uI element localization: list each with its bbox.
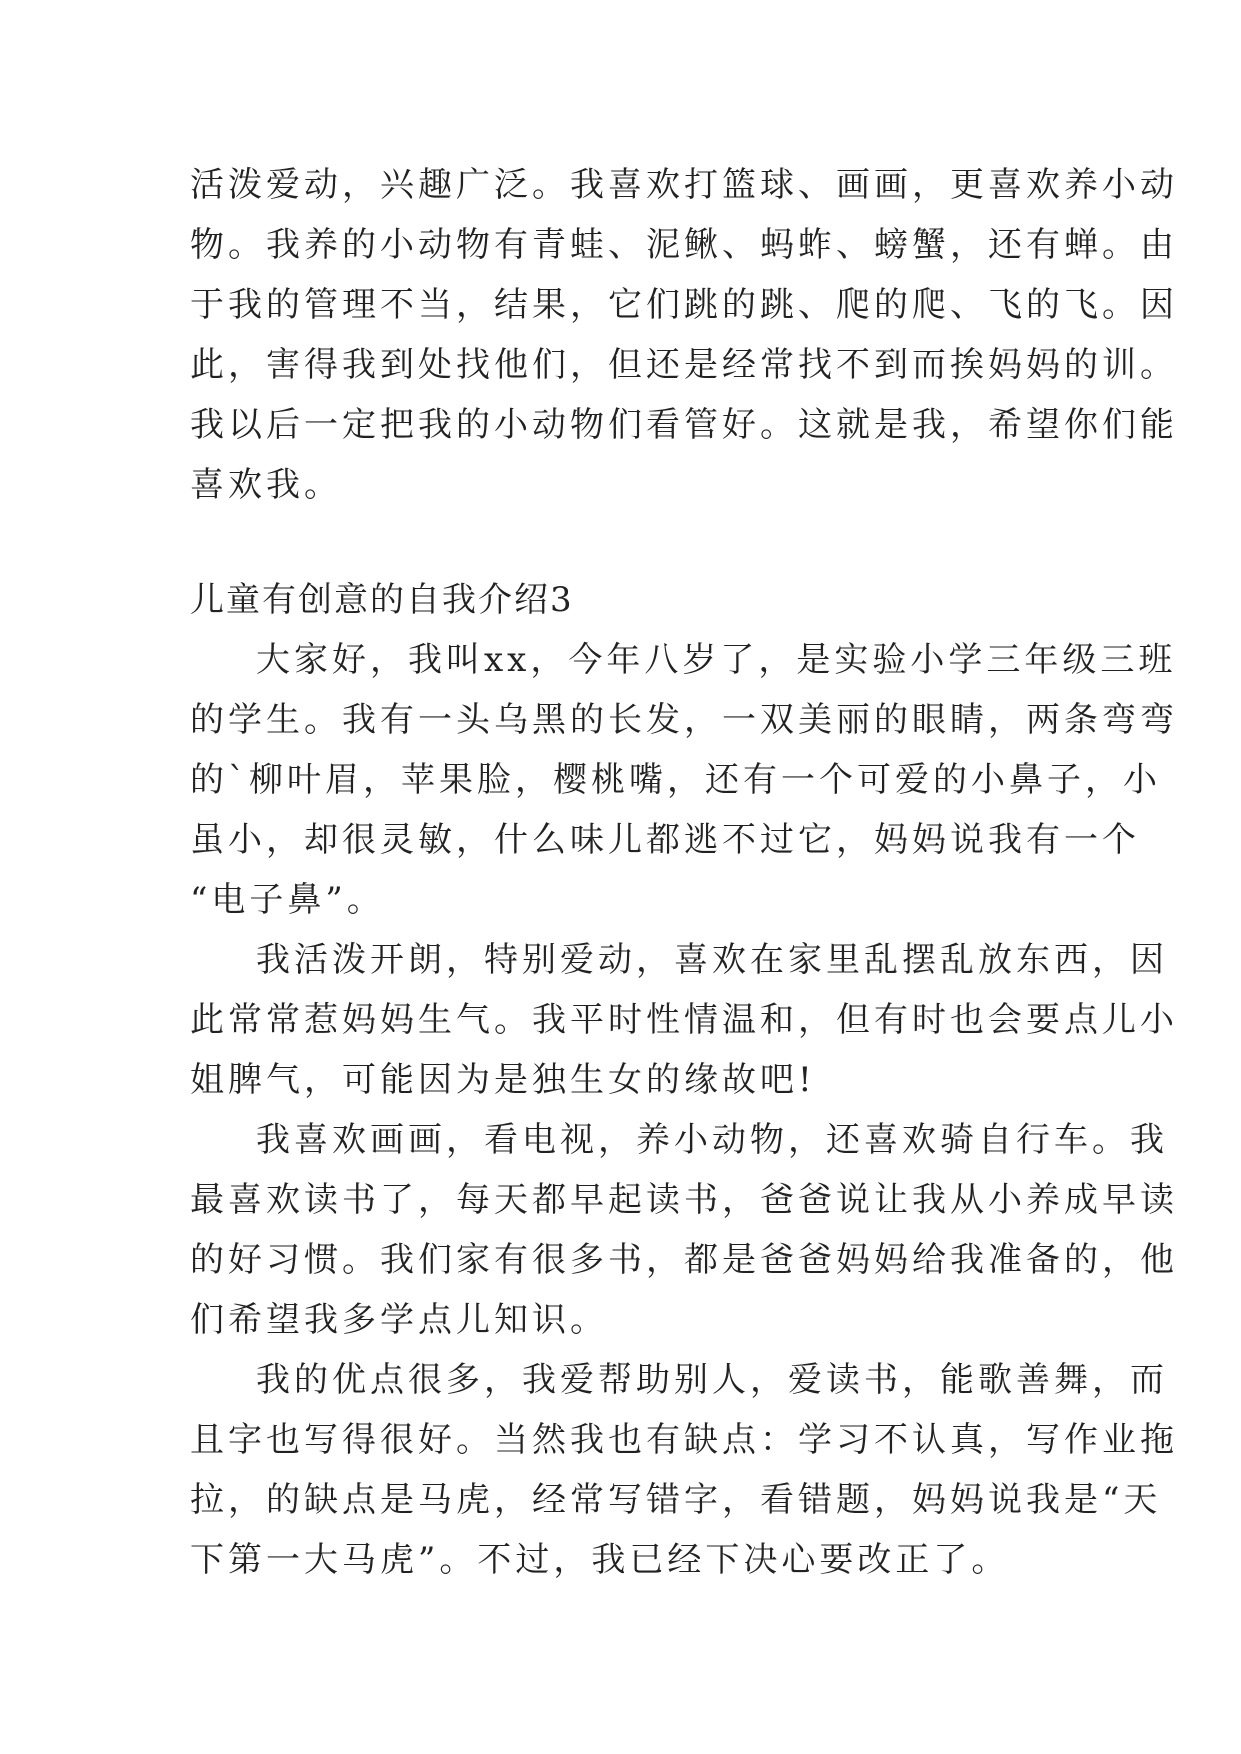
paragraph1-line-5: “电子鼻”。 [190, 880, 385, 920]
paragraph3-line-2: 最喜欢读书了，每天都早起读书，爸爸说让我从小养成早读 [190, 1180, 1178, 1220]
intro-line-6: 喜欢我。 [190, 465, 342, 505]
intro-line-5: 我以后一定把我的小动物们看管好。这就是我，希望你们能 [190, 405, 1178, 445]
paragraph1-line-4: 虽小，却很灵敏，什么味儿都逃不过它，妈妈说我有一个 [190, 820, 1140, 860]
paragraph2-line-3: 姐脾气，可能因为是独生女的缘故吧! [190, 1060, 816, 1100]
paragraph3-line-4: 们希望我多学点儿知识。 [190, 1300, 608, 1340]
intro-line-2: 物。我养的小动物有青蛙、泥鳅、蚂蚱、螃蟹，还有蝉。由 [190, 225, 1178, 265]
paragraph1-line-3: 的`柳叶眉，苹果脸，樱桃嘴，还有一个可爱的小鼻子，小 [190, 760, 1161, 800]
paragraph2-line-2: 此常常惹妈妈生气。我平时性情温和，但有时也会要点儿小 [190, 1000, 1178, 1040]
paragraph3-line-1: 我喜欢画画，看电视，养小动物，还喜欢骑自行车。我 [256, 1120, 1168, 1160]
paragraph3-line-3: 的好习惯。我们家有很多书，都是爸爸妈妈给我准备的，他 [190, 1240, 1178, 1280]
paragraph1-line-2: 的学生。我有一头乌黑的长发，一双美丽的眼睛，两条弯弯 [190, 700, 1178, 740]
section-title: 儿童有创意的自我介绍3 [190, 580, 574, 620]
paragraph2-line-1: 我活泼开朗，特别爱动，喜欢在家里乱摆乱放东西，因 [256, 940, 1168, 980]
intro-line-1: 活泼爱动，兴趣广泛。我喜欢打篮球、画画，更喜欢养小动 [190, 165, 1178, 205]
paragraph1-line-1: 大家好，我叫xx，今年八岁了，是实验小学三年级三班 [256, 640, 1177, 680]
paragraph4-line-4: 下第一大马虎”。不过，我已经下决心要改正了。 [190, 1540, 1010, 1580]
paragraph4-line-1: 我的优点很多，我爱帮助别人，爱读书，能歌善舞，而 [256, 1360, 1168, 1400]
intro-line-4: 此，害得我到处找他们，但还是经常找不到而挨妈妈的训。 [190, 345, 1178, 385]
intro-line-3: 于我的管理不当，结果，它们跳的跳、爬的爬、飞的飞。因 [190, 285, 1178, 325]
paragraph4-line-2: 且字也写得很好。当然我也有缺点：学习不认真，写作业拖 [190, 1420, 1178, 1460]
paragraph4-line-3: 拉，的缺点是马虎，经常写错字，看错题，妈妈说我是“天 [190, 1480, 1162, 1520]
